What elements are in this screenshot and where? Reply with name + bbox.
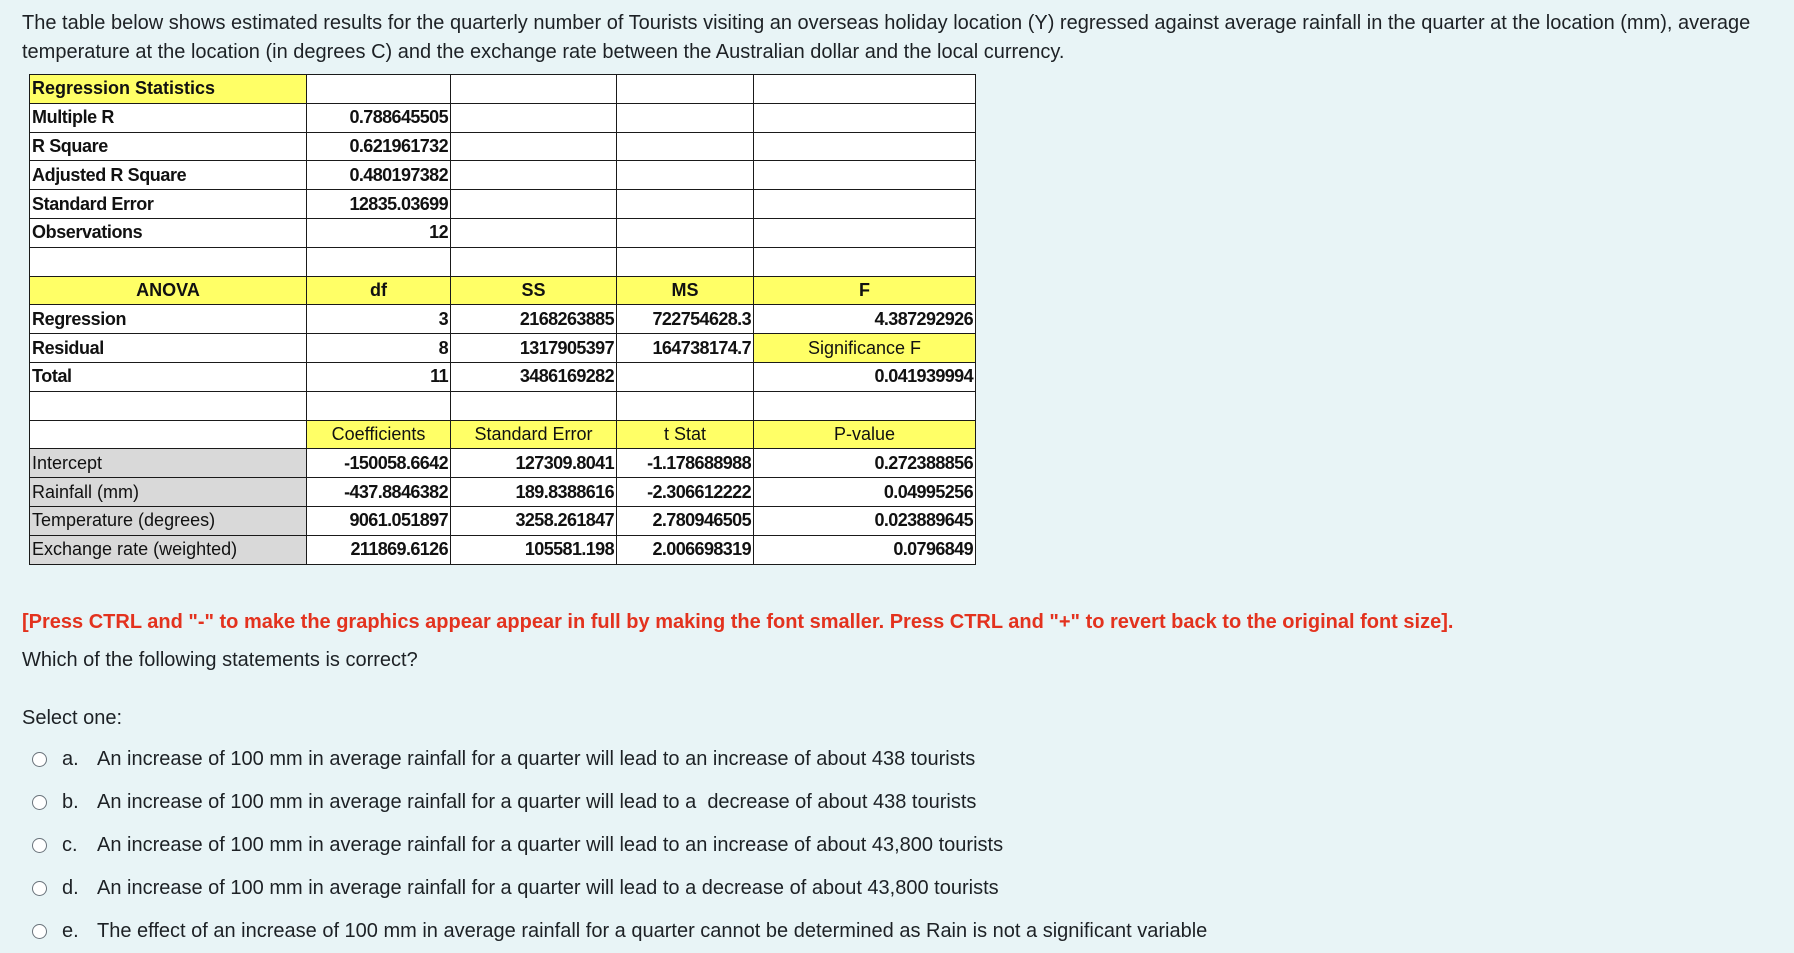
table-row [30,218,976,247]
stat-value: 0.480197382 [307,161,451,190]
coef-header: t Stat [617,420,754,449]
coef-value: -150058.6642 [307,449,451,478]
coef-se: 189.8388616 [451,478,617,507]
anova-header: df [307,276,451,305]
answer-option-e[interactable] [32,910,1207,953]
anova-ms: 164738174.7 [617,334,754,363]
answer-option-a[interactable] [32,738,1207,781]
stat-value: 12 [307,218,451,247]
table-row-empty [30,247,976,276]
stat-value: 0.788645505 [307,103,451,132]
stat-value: 12835.03699 [307,190,451,219]
coef-pvalue: 0.04995256 [754,478,976,507]
significance-f-header: Significance F [754,334,976,363]
stat-label: Adjusted R Square [30,161,307,190]
anova-f: 4.387292926 [754,305,976,334]
table-row [30,334,976,363]
coef-value: 211869.6126 [307,535,451,564]
anova-label: Regression [30,305,307,334]
anova-header: ANOVA [30,276,307,305]
coef-tstat: 2.780946505 [617,506,754,535]
option-letter: c. [62,834,78,856]
coef-tstat: -1.178688988 [617,449,754,478]
option-letter: e. [62,920,79,942]
significance-f-value: 0.041939994 [754,362,976,391]
coef-label: Rainfall (mm) [30,478,307,507]
option-letter: b. [62,791,79,813]
coef-label: Exchange rate (weighted) [30,535,307,564]
anova-ss: 3486169282 [451,362,617,391]
anova-header: F [754,276,976,305]
coef-tstat: -2.306612222 [617,478,754,507]
answer-option-d[interactable] [32,867,1207,910]
table-row [30,190,976,219]
coef-header-row [30,420,976,449]
anova-header: SS [451,276,617,305]
option-text[interactable]: An increase of 100 mm in average rainfall for a quarter will lead to a decrease of about 43,800 tourists [97,877,999,899]
coef-header: Coefficients [307,420,451,449]
coef-header: Standard Error [451,420,617,449]
coef-label: Temperature (degrees) [30,506,307,535]
anova-df: 8 [307,334,451,363]
option-letter: d. [62,877,79,899]
coef-value: -437.8846382 [307,478,451,507]
table-row [30,103,976,132]
answer-option-b[interactable] [32,781,1207,824]
coef-pvalue: 0.0796849 [754,535,976,564]
option-text[interactable]: An increase of 100 mm in average rainfall for a quarter will lead to an increase of about 43,800 tourists [97,834,1004,856]
question-intro-text: The table below shows estimated results for the quarterly number of Tourists visiting an overseas holiday location (Y) regressed against average rainfall in the quarter at the location (mm), average temperature at the location (in degrees C) and the exchange rate between the Australian dollar and the local currency. [22,12,1751,63]
table-row [30,506,976,535]
regression-output-table [29,74,976,565]
radio-button[interactable] [32,795,47,810]
table-row [30,75,976,104]
option-text[interactable]: An increase of 100 mm in average rainfall for a quarter will lead to a decrease of about 438 tourists [97,791,977,813]
anova-ms: 722754628.3 [617,305,754,334]
coef-header-blank [30,420,307,449]
table-row [30,478,976,507]
coef-se: 3258.261847 [451,506,617,535]
coef-se: 127309.8041 [451,449,617,478]
coef-pvalue: 0.272388856 [754,449,976,478]
anova-ss: 2168263885 [451,305,617,334]
anova-header-row [30,276,976,305]
option-text[interactable]: An increase of 100 mm in average rainfall for a quarter will lead to an increase of about 438 tourists [97,748,976,770]
coef-label: Intercept [30,449,307,478]
coef-header: P-value [754,420,976,449]
anova-label: Total [30,362,307,391]
stat-label: Multiple R [30,103,307,132]
radio-button[interactable] [32,924,47,939]
option-letter: a. [62,748,79,770]
radio-button[interactable] [32,881,47,896]
regression-statistics-header: Regression Statistics [30,75,307,104]
anova-df: 3 [307,305,451,334]
stat-label: Observations [30,218,307,247]
anova-ss: 1317905397 [451,334,617,363]
radio-button[interactable] [32,752,47,767]
anova-ms [617,362,754,391]
table-row [30,362,976,391]
radio-button[interactable] [32,838,47,853]
stat-value: 0.621961732 [307,132,451,161]
table-row [30,535,976,564]
coef-tstat: 2.006698319 [617,535,754,564]
answer-option-c[interactable] [32,824,1207,867]
stat-label: R Square [30,132,307,161]
anova-header: MS [617,276,754,305]
coef-pvalue: 0.023889645 [754,506,976,535]
coef-value: 9061.051897 [307,506,451,535]
stat-label: Standard Error [30,190,307,219]
table-row [30,305,976,334]
coef-se: 105581.198 [451,535,617,564]
option-text[interactable]: The effect of an increase of 100 mm in average rainfall for a quarter cannot be determined as Rain is not a significant variable [97,920,1208,942]
question-text: Which of the following statements is correct? [22,649,418,671]
table-row [30,449,976,478]
answer-options [32,738,1207,953]
anova-df: 11 [307,362,451,391]
font-size-warning: [Press CTRL and "-" to make the graphics appear appear in full by making the font smaller. Press CTRL and "+" to revert back to the original font size]. [22,611,1454,633]
table-row [30,132,976,161]
anova-label: Residual [30,334,307,363]
table-row-empty [30,391,976,420]
table-row [30,161,976,190]
select-one-label: Select one: [22,707,123,729]
